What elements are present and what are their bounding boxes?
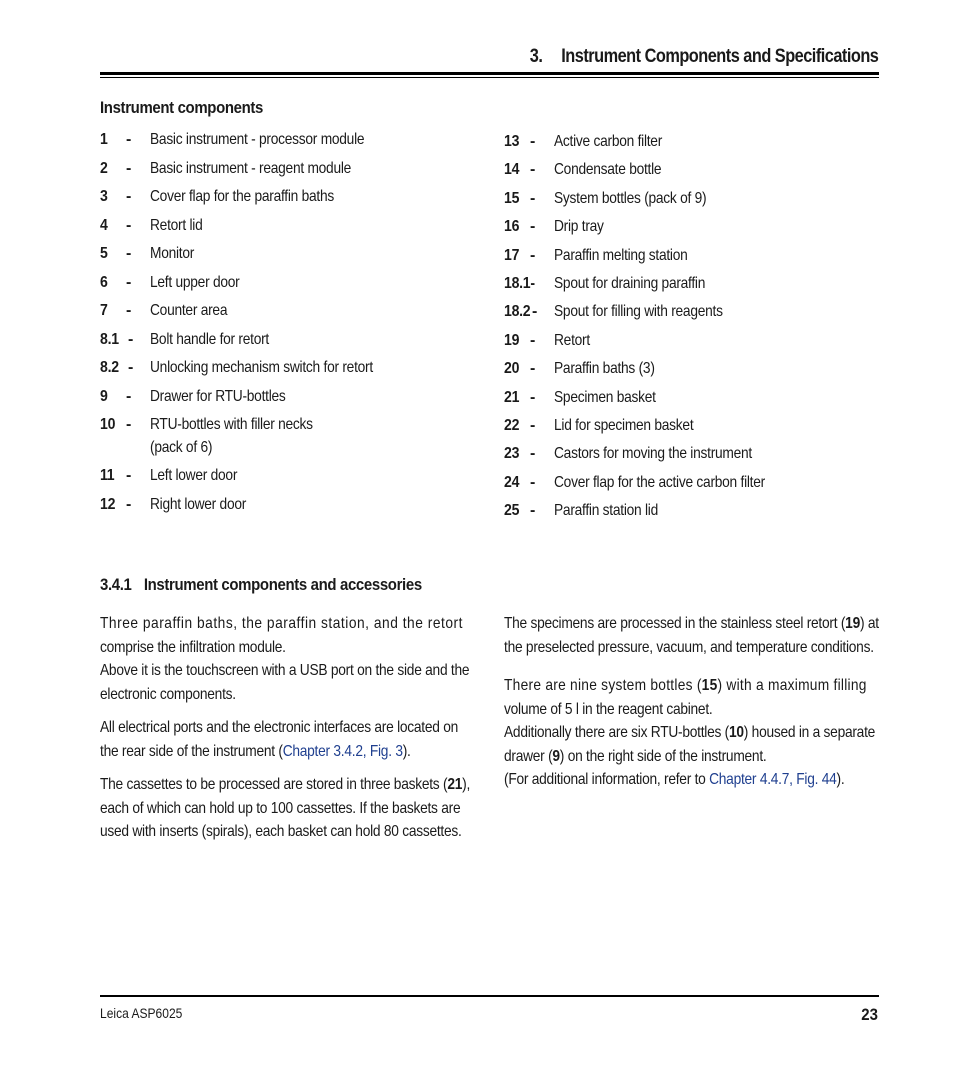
component-label: Basic instrument - reagent module [150,159,352,177]
component-number: 12 [100,495,116,513]
chapter-link[interactable]: Chapter 4.4.7, Fig. 44 [709,771,837,788]
component-label: Drawer for RTU-bottles [150,387,286,405]
component-dash: - [530,502,536,520]
component-dash: - [128,330,134,348]
component-number: 5 [100,245,108,262]
component-label: Drip tray [554,218,604,236]
header-rule-thin [100,77,879,78]
component-label: Paraffin melting station [554,246,688,264]
component-label: System bottles (pack of 9) [554,189,707,207]
component-label: Castors for moving the instrument [554,445,752,463]
component-number: 8.2 [100,359,119,376]
component-number: 11 [100,467,115,484]
text-fragment: There are nine system bottles ( [504,677,702,694]
component-number: 10 [100,416,116,433]
text-fragment: the rear side of the instrument ( [100,742,283,760]
component-dash: - [126,245,132,262]
text-line: Above it is the touchscreen with a USB port on the side and the [100,662,470,679]
component-dash: - [530,218,536,236]
text-fragment: ). [402,742,411,760]
component-number: 20 [504,360,520,378]
component-dash: - [530,445,536,463]
left-paragraph-2 [100,716,516,763]
component-dash: - [530,133,536,150]
component-number: 8.1 [100,330,119,348]
component-dash: - [530,246,536,264]
section-number: 3.4.1 [100,575,132,594]
component-dash: - [530,360,536,378]
component-dash: - [530,331,536,349]
component-label: Retort [554,331,590,349]
component-number: 24 [504,473,520,491]
header-rule [100,72,879,75]
component-label: Counter area [150,302,228,319]
text-fragment: ) housed in a separate [743,724,876,741]
component-number: 15 [504,189,520,207]
text-line: electronic components. [100,685,236,703]
text-fragment: ) at [859,615,879,632]
component-label-continued: (pack of 6) [150,439,213,456]
component-dash: - [530,417,536,434]
component-dash: - [126,387,132,405]
text-line: volume of 5 l in the reagent cabinet. [504,700,713,718]
component-number: 7 [100,302,108,319]
component-label: Cover flap for the paraffin baths [150,188,334,205]
component-number: 3 [100,188,108,205]
component-number: 19 [504,331,520,349]
text-line [100,773,470,797]
component-number: 23 [504,445,520,463]
right-paragraph-1 [504,612,940,659]
component-dash: - [530,473,536,491]
chapter-title: Instrument Components and Specifications [560,46,878,67]
text-line [504,768,875,792]
component-number: 14 [504,161,520,179]
component-label: RTU-bottles with filler necks [150,416,313,433]
left-paragraph-3 [100,773,530,844]
text-line: each of which can hold up to 100 cassettes. If the baskets are [100,799,461,817]
component-dash: - [530,388,536,406]
text-fragment: ). [836,771,845,788]
component-dash: - [530,189,536,207]
component-number: 17 [504,246,520,264]
component-label: Basic instrument - processor module [150,131,365,148]
page-number: 23 [861,1005,878,1024]
component-label: Spout for filling with reagents [554,303,723,321]
text-fragment: ) on the right side of the instrument. [559,747,767,765]
component-label: Monitor [150,245,195,262]
component-dash: - [126,131,132,148]
right-paragraph-2 [504,674,935,792]
component-label: Unlocking mechanism switch for retort [150,359,373,376]
text-fragment: The specimens are processed in the stainless steel retort ( [504,615,846,632]
text-fragment: The cassettes to be processed are stored in three baskets ( [100,776,448,793]
text-line [504,674,875,698]
text-fragment: drawer ( [504,747,553,765]
reference-number: 10 [728,724,744,741]
component-number: 18.1- [504,275,535,292]
text-line [504,745,875,769]
section-heading [100,575,422,595]
component-label: Left lower door [150,467,238,484]
text-line: All electrical ports and the electronic interfaces are located on [100,719,459,736]
components-heading: Instrument components [100,98,264,117]
component-label: Retort lid [150,216,203,234]
component-dash: - [128,359,134,376]
component-label: Bolt handle for retort [150,330,270,348]
component-label: Condensate bottle [554,161,662,179]
component-number: 18.2 [504,303,531,321]
reference-number: 19 [845,615,860,632]
chapter-number: 3. [529,46,542,67]
component-number: 22 [504,417,520,434]
text-line [504,612,879,636]
reference-number: 9 [552,747,560,765]
component-dash: - [126,495,132,513]
component-number: 1 [100,131,108,148]
component-label: Right lower door [150,495,247,513]
component-dash: - [126,467,132,484]
component-dash: - [126,216,132,234]
chapter-header [529,46,878,68]
text-line: comprise the infiltration module. [100,638,286,656]
text-fragment: ), [462,776,471,793]
component-label: Left upper door [150,273,240,291]
text-fragment: (For additional information, refer to [504,771,710,788]
text-line: the preselected pressure, vacuum, and temperature conditions. [504,638,874,656]
component-dash: - [126,416,132,433]
component-label: Active carbon filter [554,133,663,150]
text-line: used with inserts (spirals), each basket can hold 80 cassettes. [100,823,462,840]
component-label: Paraffin baths (3) [554,360,655,378]
component-label: Cover flap for the active carbon filter [554,473,765,491]
text-line [100,740,458,764]
component-label: Spout for draining paraffin [554,275,706,292]
reference-number: 15 [701,677,718,694]
footer-rule [100,995,879,997]
component-number: 13 [504,133,520,150]
component-number: 16 [504,218,520,236]
text-line [504,721,875,745]
left-paragraph-1 [100,612,529,706]
component-number: 9 [100,387,108,405]
component-number: 4 [100,216,108,234]
component-dash: - [126,302,132,319]
text-fragment: Additionally there are six RTU-bottles ( [504,724,729,741]
text-fragment: ) with a maximum filling [717,677,867,694]
section-title: Instrument components and accessories [143,575,422,594]
text-line: Three paraffin baths, the paraffin station, and the retort [100,615,463,632]
component-label: Paraffin station lid [554,502,658,520]
component-dash: - [530,161,536,179]
component-dash: - [126,159,132,177]
reference-number: 21 [447,776,463,793]
component-number: 2 [100,159,108,177]
chapter-link[interactable]: Chapter 3.4.2, Fig. 3 [282,742,403,760]
component-number: 6 [100,273,108,291]
footer-product: Leica ASP6025 [100,1005,183,1021]
component-number: 25 [504,502,520,520]
component-number: 21 [504,388,520,406]
component-label: Lid for specimen basket [554,417,694,434]
component-dash: - [126,273,132,291]
component-dash: - [126,188,132,205]
component-label: Specimen basket [554,388,656,406]
component-dash: - [532,303,538,321]
